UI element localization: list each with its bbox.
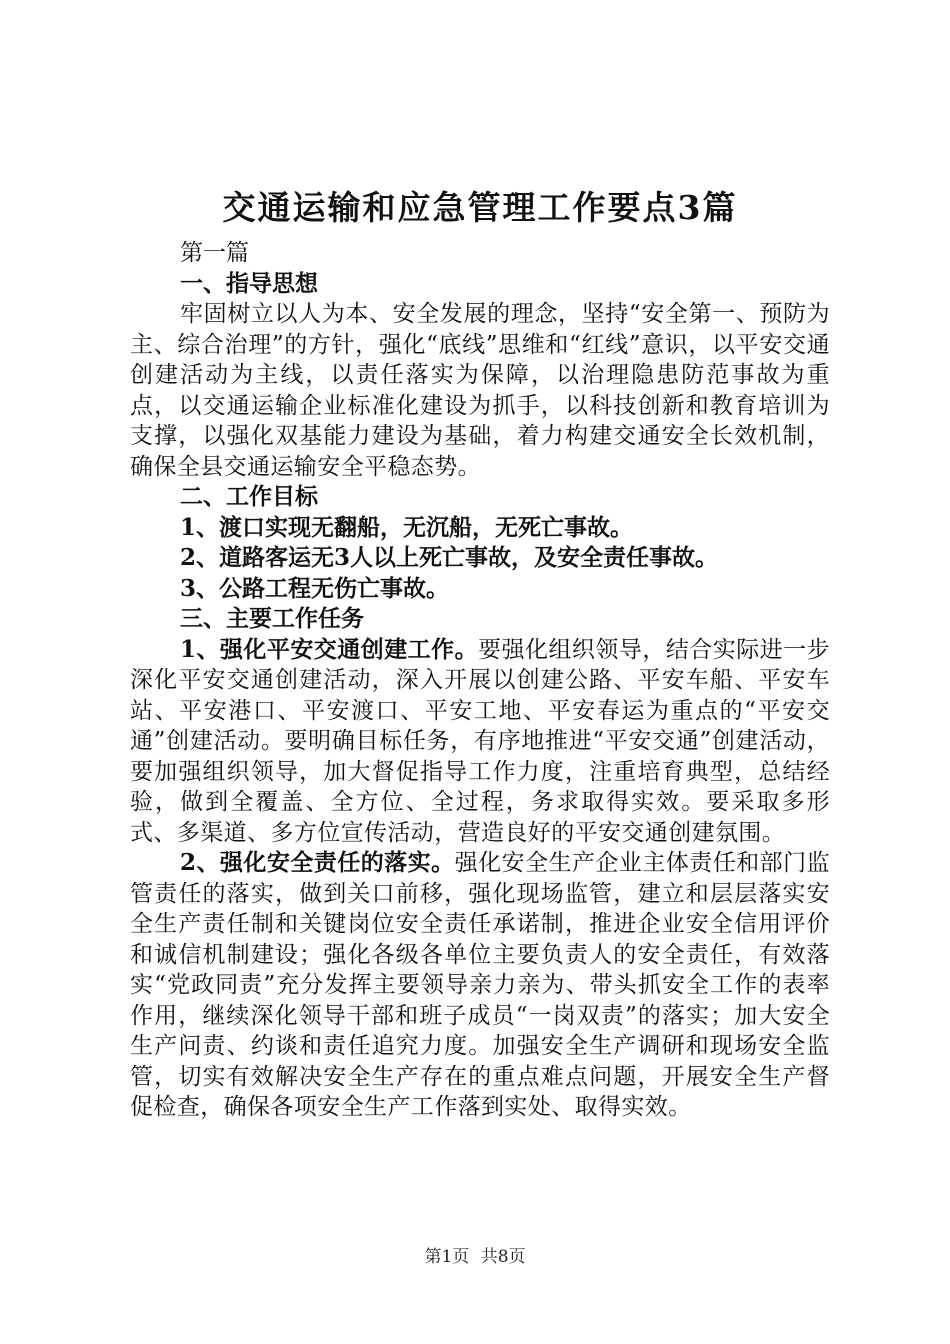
paragraph-guiding-thought: 牢固树立以人为本、安全发展的理念，坚持“安全第一、预防为主、综合治理”的方针，强化“底线”思维和“红线”意识，以平安交通创建活动为主线，以责任落实为保障，以治理隐患防范事故为重点，以交通运输企业标准化建设为抓手，以科技创新和教育培训为支撑，以强化双基能力建设为基础，着力构建交通安全长效机制，确保全县交通运输安全平稳态势。 — [130, 301, 830, 480]
goal-item: 1、渡口实现无翻船，无沉船，无死亡事故。 — [180, 513, 634, 541]
heading-main-tasks: 三、主要工作任务 — [180, 605, 364, 632]
page-total: 共8页 — [480, 1247, 526, 1267]
task-1-body: 要强化组织领导，结合实际进一步深化平安交通创建活动，深入开展以创建公路、平安车船、平安车站、平安港口、平安渡口、平安工地、平安春运为重点的“平安交通”创建活动。要明确目标任务，有序地推进“平安交通”创建活动，要加强组织领导，加大督促指导工作力度，注重培育典型，总结经验，做到全覆盖、全方位、全过程，务求取得实效。要采取多形式、多渠道、多方位宣传活动，营造良好的平安交通创建氛围。 — [130, 636, 830, 846]
heading-work-goals: 二、工作目标 — [180, 483, 318, 510]
task-2-lead: 2、强化安全责任的落实。 — [180, 849, 455, 876]
task-1-lead: 1、强化平安交通创建工作。 — [180, 635, 479, 663]
heading-guiding-thought: 一、指导思想 — [180, 269, 318, 297]
paragraph-task-2 — [130, 848, 830, 1123]
goal-item: 2、道路客运无3人以上死亡事故，及安全责任事故。 — [180, 544, 719, 571]
goal-item: 3、公路工程无伤亡事故。 — [180, 574, 450, 602]
page-number: 第1页 — [424, 1247, 470, 1267]
task-2-body: 强化安全生产企业主体责任和部门监管责任的落实，做到关口前移，强化现场监管，建立和层层落实安全生产责任制和关键岗位安全责任承诺制，推进企业安全信用评价和诚信机制建设；强化各级各单位主要负责人的安全责任，有效落实“党政同责”充分发挥主要领导亲力亲为、带头抓安全工作的表率作用，继续深化领导干部和班子成员“一岗双责”的落实；加大安全生产问责、约谈和责任追究力度。加强安全生产调研和现场安全监管，切实有效解决安全生产存在的重点难点问题，开展安全生产督促检查，确保各项安全生产工作落到实处、取得实效。 — [130, 850, 830, 1120]
section-label: 第一篇 — [180, 240, 249, 266]
page-footer — [0, 1242, 950, 1267]
paragraph-task-1 — [130, 635, 830, 849]
document-title: 交通运输和应急管理工作要点3篇 — [222, 188, 738, 227]
document-page — [130, 186, 830, 1123]
